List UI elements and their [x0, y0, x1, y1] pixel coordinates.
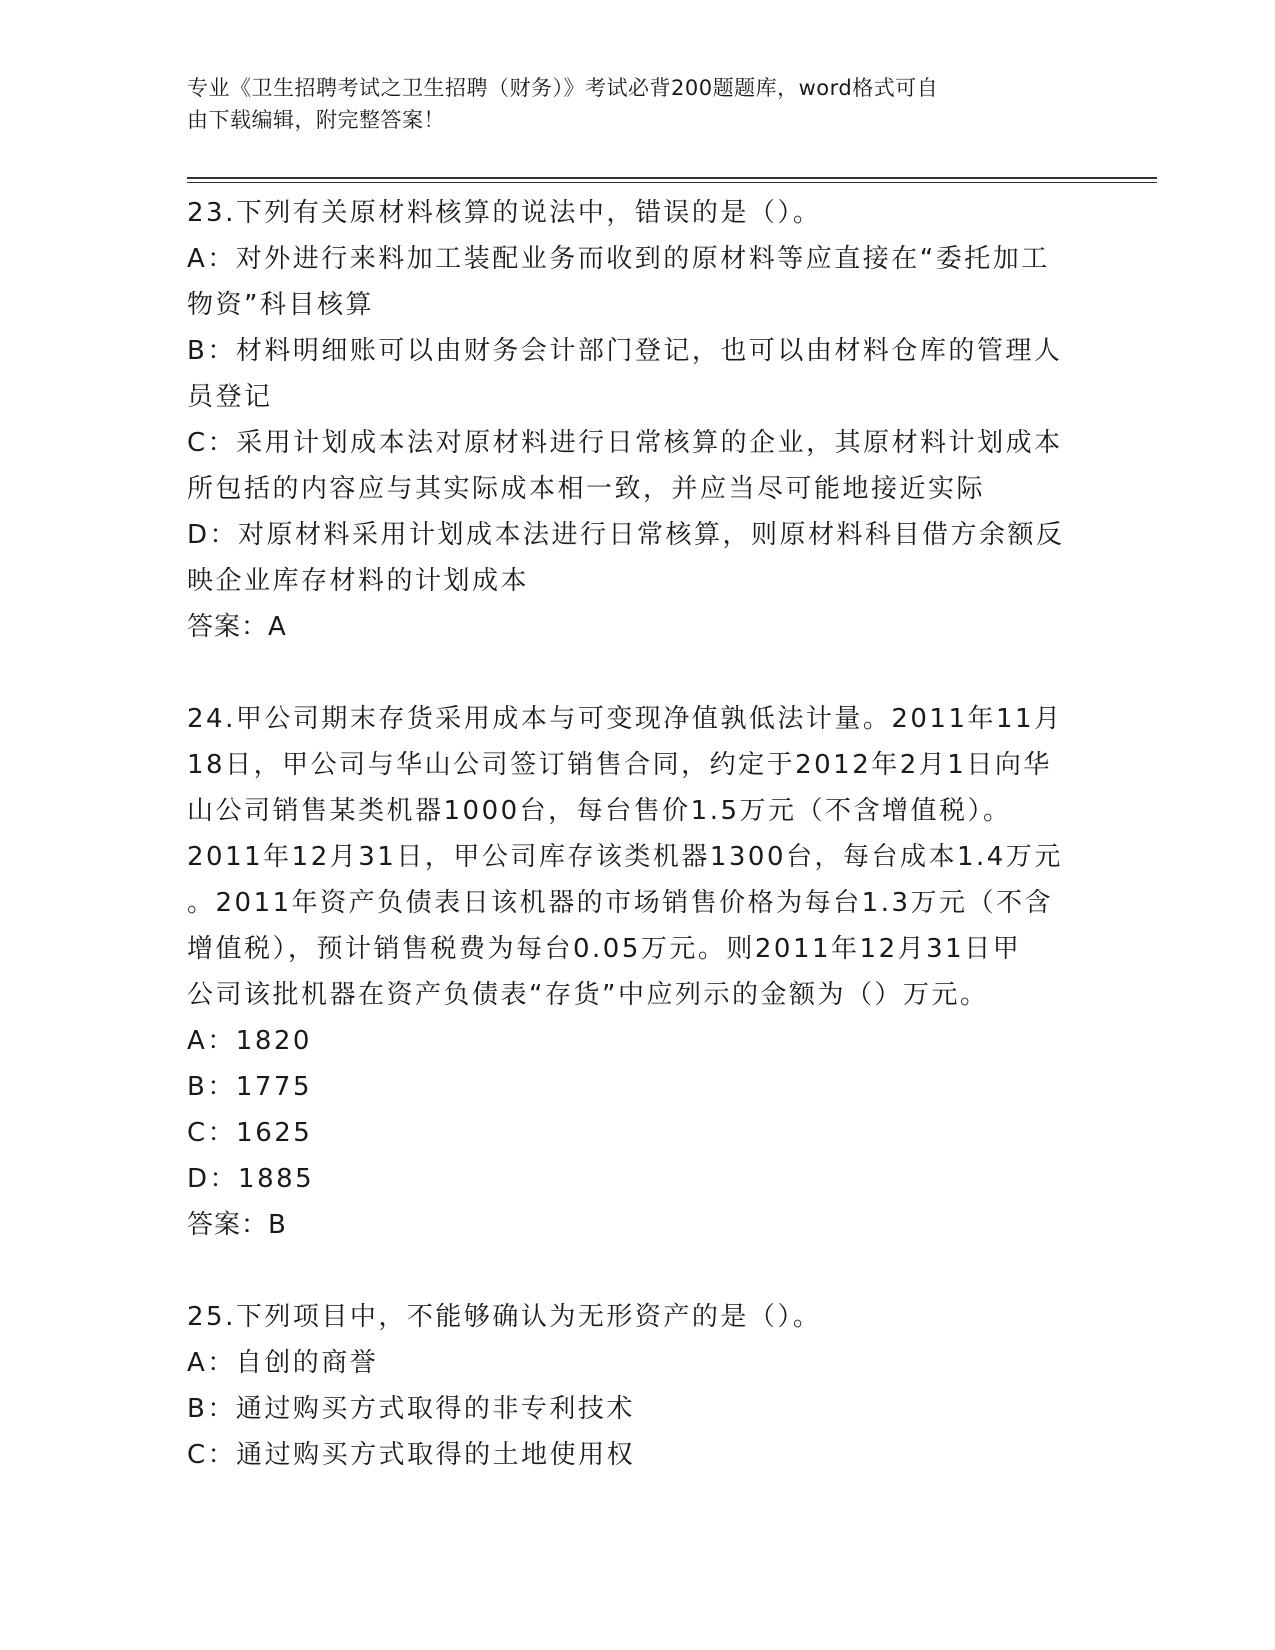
option-c-line-1: C：采用计划成本法对原材料进行日常核算的企业，其原材料计划成本	[187, 428, 1063, 458]
question-24	[187, 696, 1087, 1248]
option-b: B：1775	[187, 1072, 313, 1102]
question-list	[187, 190, 1087, 1478]
question-stem: 23.下列有关原材料核算的说法中，错误的是（）。	[187, 198, 822, 228]
option-c: C：通过购买方式取得的土地使用权	[187, 1440, 636, 1470]
option-b-line-1: B：材料明细账可以由财务会计部门登记，也可以由材料仓库的管理人	[187, 336, 1063, 366]
option-d-line-1: D：对原材料采用计划成本法进行日常核算，则原材料科目借方余额反	[187, 520, 1065, 550]
question-stem-line-2: 18日，甲公司与华山公司签订销售合同，约定于2012年2月1日向华	[187, 750, 1052, 780]
option-a-line-1: A：对外进行来料加工装配业务而收到的原材料等应直接在“委托加工	[187, 244, 1050, 274]
question-25	[187, 1294, 1087, 1478]
option-b: B：通过购买方式取得的非专利技术	[187, 1394, 635, 1424]
option-a-line-2: 物资”科目核算	[187, 290, 374, 320]
spacer	[187, 1248, 1087, 1294]
header-line-2: 由下载编辑，附完整答案！	[187, 108, 445, 132]
question-stem-line-4: 2011年12月31日，甲公司库存该类机器1300台，每台成本1.4万元	[187, 842, 1063, 872]
option-a: A：1820	[187, 1026, 312, 1056]
question-stem-line-1: 24.甲公司期末存货采用成本与可变现净值孰低法计量。2011年11月	[187, 704, 1063, 734]
question-stem-line-6: 增值税），预计销售税费为每台0.05万元。则2011年12月31日甲	[187, 934, 1022, 964]
option-b-line-2: 员登记	[187, 382, 273, 412]
answer: 答案：A	[187, 612, 287, 642]
question-stem-line-5: 。2011年资产负债表日该机器的市场销售价格为每台1.3万元（不含	[187, 888, 1054, 918]
page-header	[187, 72, 1087, 136]
answer: 答案：B	[187, 1210, 287, 1240]
question-stem-line-3: 山公司销售某类机器1000台，每台售价1.5万元（不含增值税）。	[187, 796, 1012, 826]
option-c-line-2: 所包括的内容应与其实际成本相一致，并应当尽可能地接近实际	[187, 474, 986, 504]
option-a: A：自创的商誉	[187, 1348, 379, 1378]
option-d: D：1885	[187, 1164, 315, 1194]
question-stem: 25.下列项目中，不能够确认为无形资产的是（）。	[187, 1302, 822, 1332]
question-stem-line-7: 公司该批机器在资产负债表“存货”中应列示的金额为（）万元。	[187, 980, 989, 1010]
option-c: C：1625	[187, 1118, 313, 1148]
option-d-line-2: 映企业库存材料的计划成本	[187, 566, 530, 596]
spacer	[187, 650, 1087, 696]
header-divider-thick	[187, 177, 1157, 179]
header-line-1: 专业《卫生招聘考试之卫生招聘（财务）》考试必背200题题库，word格式可自	[187, 76, 939, 100]
question-23	[187, 190, 1087, 650]
header-divider-thin	[187, 182, 1157, 183]
